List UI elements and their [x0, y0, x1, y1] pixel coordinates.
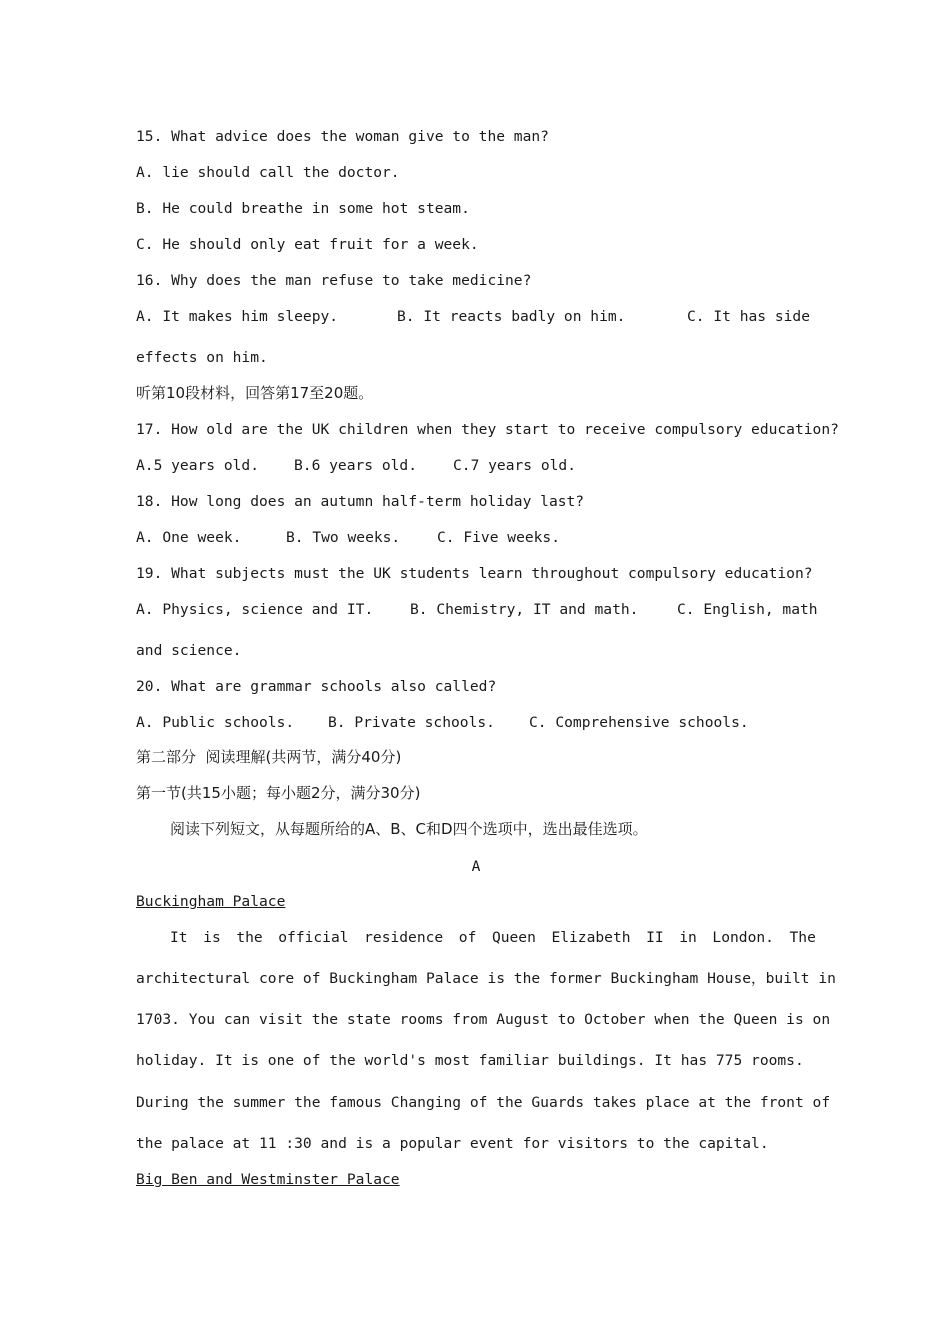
q16-option-c-continued: effects on him.: [136, 349, 268, 366]
passage-label: A: [471, 858, 481, 875]
q19-option-c-continued: and science.: [136, 642, 242, 659]
q16-question: 16. Why does the man refuse to take medicine?: [136, 272, 532, 289]
word: residence: [364, 929, 444, 946]
word: in: [679, 929, 697, 946]
q15-option-c: C. He should only eat fruit for a week.: [136, 236, 479, 253]
word: of: [458, 929, 477, 946]
q20-option-b: B. Private schools.: [328, 714, 495, 731]
q16-option-b: B. It reacts badly on him.: [397, 308, 626, 325]
reading-section-title: 第一节(共15小题；每小题2分，满分30分): [136, 784, 421, 802]
q18-option-b: B. Two weeks.: [286, 529, 401, 546]
q17-option-a: A.5 years old.: [136, 457, 260, 474]
paragraph-line-3: 1703. You can visit the state rooms from August to October when the Queen is on: [136, 1011, 831, 1028]
q15-option-a: A. lie should call the doctor.: [136, 164, 400, 181]
paragraph-line-1: [170, 931, 816, 946]
q18-option-c: C. Five weeks.: [437, 529, 561, 546]
q15-question: 15. What advice does the woman give to the man?: [136, 128, 549, 145]
heading-buckingham-palace: Buckingham Palace: [136, 893, 286, 910]
paragraph-line-4: holiday. It is one of the world's most familiar buildings. It has 775 rooms.: [136, 1052, 804, 1069]
q19-option-a: A. Physics, science and IT.: [136, 601, 374, 618]
paragraph-line-5: During the summer the famous Changing of the Guards takes place at the front of: [136, 1094, 831, 1111]
q18-question: 18. How long does an autumn half-term holiday last?: [136, 493, 585, 510]
q20-question: 20. What are grammar schools also called?: [136, 678, 497, 695]
word: Elizabeth: [551, 929, 631, 946]
word: the: [236, 929, 263, 946]
q20-option-a: A. Public schools.: [136, 714, 295, 731]
q19-question: 19. What subjects must the UK students learn throughout compulsory education?: [136, 565, 813, 582]
q15-option-b: B. He could breathe in some hot steam.: [136, 200, 470, 217]
heading-big-ben: Big Ben and Westminster Palace: [136, 1171, 400, 1188]
q17-option-c: C.7 years old.: [453, 457, 577, 474]
word: is: [203, 929, 221, 946]
section10-instruction: 听第10段材料，回答第17至20题。: [136, 384, 374, 402]
word: official: [278, 929, 349, 946]
word: It: [170, 929, 188, 946]
q16-option-a: A. It makes him sleepy.: [136, 308, 339, 325]
q17-question: 17. How old are the UK children when they start to receive compulsory education?: [136, 421, 839, 438]
q16-option-c: C. It has side: [687, 308, 811, 325]
q19-option-c: C. English, math: [677, 601, 818, 618]
paragraph-line-6: the palace at 11 :30 and is a popular event for visitors to the capital.: [136, 1135, 769, 1152]
q17-option-b: B.6 years old.: [294, 457, 418, 474]
q19-option-b: B. Chemistry, IT and math.: [410, 601, 639, 618]
word: II: [646, 929, 664, 946]
paragraph-line-2: architectural core of Buckingham Palace is the former Buckingham House，built in: [136, 970, 836, 987]
q20-option-c: C. Comprehensive schools.: [529, 714, 749, 731]
word: The: [789, 929, 816, 946]
q18-option-a: A. One week.: [136, 529, 242, 546]
word: Queen: [491, 929, 536, 946]
reading-part-title: 第二部分 阅读理解(共两节，满分40分): [136, 748, 402, 766]
word: London.: [712, 929, 774, 946]
reading-instructions: 阅读下列短文，从每题所给的A、B、C和D四个选项中，选出最佳选项。: [170, 820, 648, 838]
